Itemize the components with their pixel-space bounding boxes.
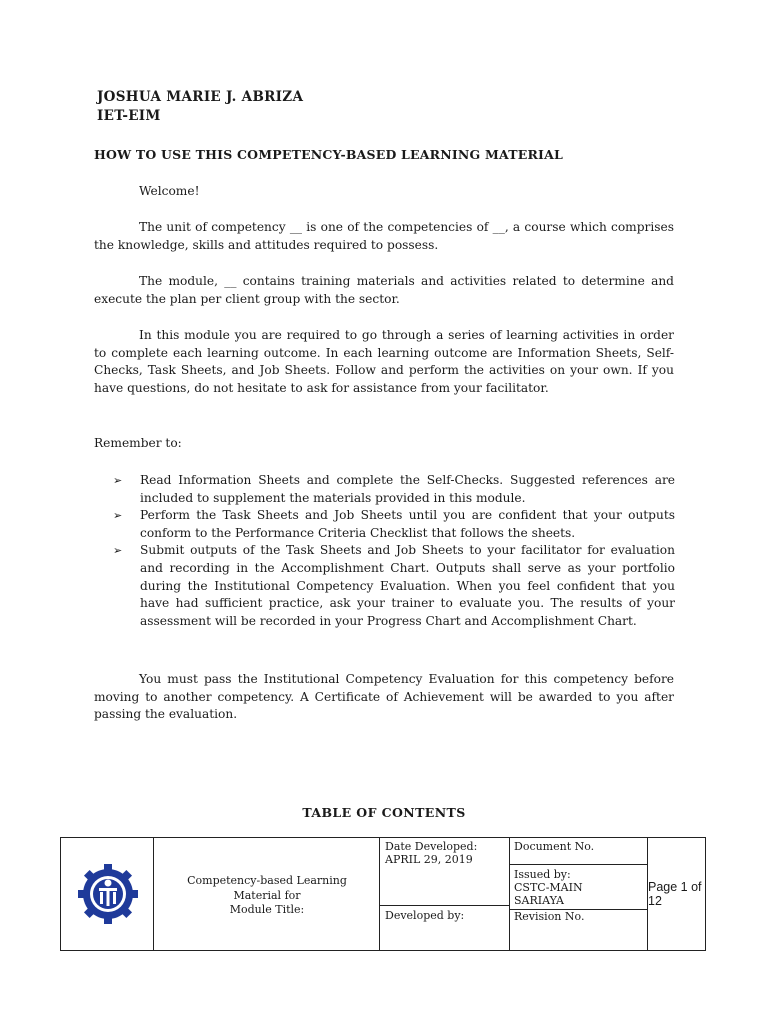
paragraph-learning-activities: In this module you are required to go through a series of learning activities in order to complete each learning outcome. In each learning outcome are Information Sheets, Self-Checks, Task Sheets, and Job Sheets. Follow and perform the activities on your own. If you have questions, do not hesitate to ask for assistance from your facilitator. bbox=[94, 328, 674, 395]
toc-title: TABLE OF CONTENTS bbox=[302, 805, 466, 820]
page-number: Page 1 of 12 bbox=[648, 880, 702, 908]
issued-by-cell bbox=[514, 868, 644, 907]
logo-cell bbox=[61, 838, 154, 950]
remember-label: Remember to: bbox=[94, 436, 182, 450]
program-code: IET-EIM bbox=[97, 108, 161, 124]
issued-by-label: Issued by: bbox=[514, 868, 571, 881]
paragraph-unit-of-competency: The unit of competency __ is one of the competencies of __, a course which comprises the knowledge, skills and attitudes required to possess. bbox=[94, 220, 674, 252]
material-title-cell bbox=[154, 838, 380, 950]
developed-by-label: Developed by: bbox=[385, 909, 465, 922]
material-title-line: Material for bbox=[233, 888, 301, 902]
document-footer-table bbox=[60, 837, 706, 951]
divider bbox=[509, 838, 510, 950]
arrow-bullet-icon: ➢ bbox=[113, 474, 123, 487]
arrow-bullet-icon: ➢ bbox=[113, 544, 123, 558]
author-block bbox=[97, 88, 303, 126]
list-item-text: Perform the Task Sheets and Job Sheets until you are confident that your outputs conform to the Performance Criteria Checklist that follows the sheets. bbox=[140, 508, 675, 540]
date-developed-value: APRIL 29, 2019 bbox=[385, 853, 473, 866]
revision-number-label: Revision No. bbox=[514, 910, 585, 923]
list-item-text: Submit outputs of the Task Sheets and Job Sheets to your facilitator for evaluation and recording in the Accomplishment Chart. Outputs shall serve as your portfolio during the Institutional Competency Evaluation. When you feel confident that you have had sufficient practice, ask your trainer to evaluate you. The results of your assessment will be recorded in your Progress Chart and Accomplishment Chart. bbox=[140, 543, 675, 628]
issued-by-value: SARIAYA bbox=[514, 894, 564, 907]
divider bbox=[509, 864, 647, 865]
list-item-text: Read Information Sheets and complete the Self-Checks. Suggested references are included to supplement the materials provided in this module. bbox=[140, 473, 675, 505]
author-name: JOSHUA MARIE J. ABRIZA bbox=[97, 89, 304, 105]
paragraph-closing: You must pass the Institutional Competency Evaluation for this competency before moving to another competency. A Certificate of Achievement will be awarded to you after passing the evaluation. bbox=[94, 672, 674, 722]
material-title-line: Competency-based Learning bbox=[187, 874, 347, 888]
issued-by-value: CSTC-MAIN bbox=[514, 881, 583, 894]
list-item bbox=[113, 542, 675, 630]
date-developed-cell bbox=[385, 840, 507, 866]
reminder-list bbox=[113, 472, 675, 630]
paragraph-module: The module, __ contains training materials and activities related to determine and execute the plan per client group with the sector. bbox=[94, 274, 674, 306]
list-item bbox=[113, 507, 675, 542]
tesda-logo-icon bbox=[76, 862, 140, 926]
welcome-text: Welcome! bbox=[139, 184, 200, 198]
section-title: HOW TO USE THIS COMPETENCY-BASED LEARNING MATERIAL bbox=[94, 147, 563, 162]
document-number-label: Document No. bbox=[514, 840, 595, 853]
list-item bbox=[113, 472, 675, 507]
date-developed-label: Date Developed: bbox=[385, 840, 478, 853]
divider bbox=[379, 905, 509, 906]
arrow-bullet-icon: ➢ bbox=[113, 509, 123, 523]
module-title-label: Module Title: bbox=[229, 903, 305, 917]
